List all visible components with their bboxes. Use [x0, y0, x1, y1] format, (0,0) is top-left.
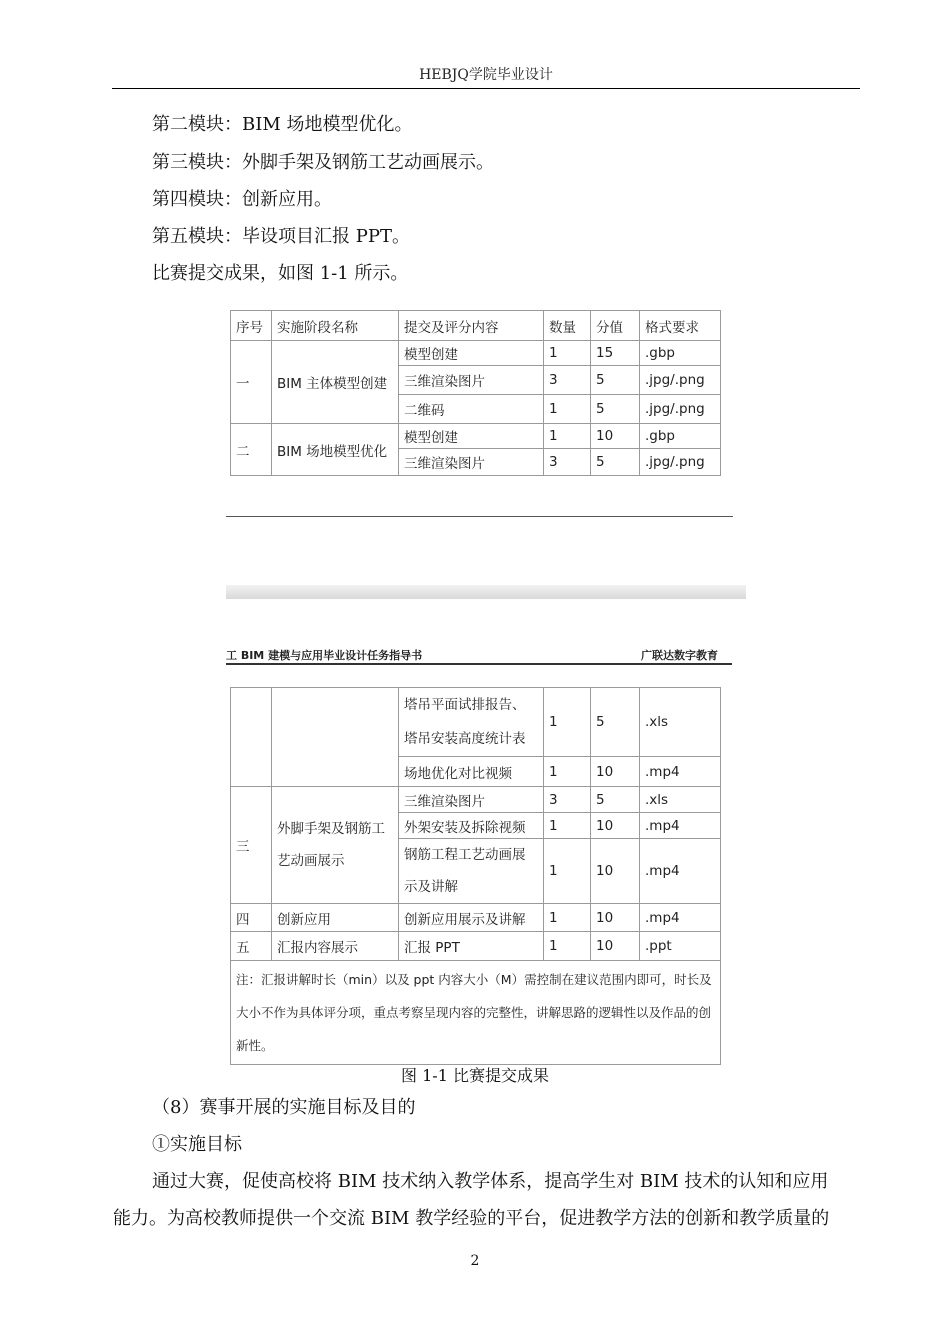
results-table-part1	[230, 310, 721, 476]
table-row	[231, 904, 721, 932]
table-header-row	[231, 311, 721, 341]
format-cell: .mp4	[640, 813, 721, 839]
format-cell: .mp4	[640, 904, 721, 932]
content-cell: 钢筋工程工艺动画展示及讲解	[399, 839, 544, 904]
format-cell: .gbp	[640, 424, 721, 449]
content-cell: 场地优化对比视频	[399, 757, 544, 787]
cropped-text-remnant	[226, 293, 426, 299]
document-running-header	[226, 645, 732, 665]
score-cell: 5	[591, 366, 640, 395]
content-cell: 汇报 PPT	[399, 932, 544, 961]
figure-caption: 图 1-1 比赛提交成果	[401, 1066, 549, 1085]
format-cell: .ppt	[640, 932, 721, 961]
qty-cell: 1	[544, 341, 591, 366]
header-cell: 格式要求	[640, 311, 721, 341]
paragraph-results-intro: 比赛提交成果，如图 1-1 所示。	[152, 263, 409, 284]
paragraph-module-3: 第三模块：外脚手架及钢筋工艺动画展示。	[152, 152, 494, 173]
score-cell: 5	[591, 688, 640, 757]
section-heading-8: （8）赛事开展的实施目标及目的	[152, 1097, 416, 1118]
paragraph-module-2: 第二模块：BIM 场地模型优化。	[152, 114, 413, 135]
format-cell: .jpg/.png	[640, 366, 721, 395]
content-cell: 二维码	[399, 395, 544, 424]
paragraph-module-4: 第四模块：创新应用。	[152, 189, 332, 210]
header-cell: 提交及评分内容	[399, 311, 544, 341]
stage-name: 外脚手架及钢筋工艺动画展示	[272, 787, 399, 904]
stage-name: BIM 场地模型优化	[272, 424, 399, 476]
row-number: 二	[231, 424, 272, 476]
header-cell: 分值	[591, 311, 640, 341]
format-cell: .xls	[640, 688, 721, 757]
score-cell: 5	[591, 787, 640, 813]
qty-cell: 1	[544, 688, 591, 757]
score-cell: 10	[591, 904, 640, 932]
content-cell: 外架安装及拆除视频	[399, 813, 544, 839]
content-cell: 创新应用展示及讲解	[399, 904, 544, 932]
row-number: 一	[231, 341, 272, 424]
format-cell: .xls	[640, 787, 721, 813]
qty-cell: 1	[544, 904, 591, 932]
stage-name: 汇报内容展示	[272, 932, 399, 961]
table-note: 注：汇报讲解时长（min）以及 ppt 内容大小（M）需控制在建议范围内即可，时长及大小不作为具体评分项，重点考察呈现内容的完整性，讲解思路的逻辑性以及作品的创新性。	[231, 961, 721, 1065]
stage-name: BIM 主体模型创建	[272, 341, 399, 424]
qty-cell: 1	[544, 839, 591, 904]
table-row	[231, 787, 721, 813]
header-cell: 实施阶段名称	[272, 311, 399, 341]
page-number: 2	[470, 1253, 480, 1269]
format-cell: .jpg/.png	[640, 449, 721, 476]
row-number	[231, 688, 272, 787]
stage-name	[272, 688, 399, 787]
format-cell: .gbp	[640, 341, 721, 366]
score-cell: 10	[591, 839, 640, 904]
format-cell: .mp4	[640, 839, 721, 904]
table-row	[231, 341, 721, 366]
row-number: 三	[231, 787, 272, 904]
header-divider	[112, 88, 860, 89]
page-header: HEBJQ学院毕业设计	[419, 67, 553, 83]
subheading-goal: ①实施目标	[152, 1134, 242, 1155]
qty-cell: 3	[544, 787, 591, 813]
format-cell: .mp4	[640, 757, 721, 787]
content-cell: 三维渲染图片	[399, 787, 544, 813]
score-cell: 10	[591, 424, 640, 449]
qty-cell: 3	[544, 366, 591, 395]
page-break-line	[226, 516, 733, 517]
qty-cell: 1	[544, 757, 591, 787]
paragraph-goal-line1: 通过大赛，促使高校将 BIM 技术纳入教学体系，提高学生对 BIM 技术的认知和应用	[152, 1171, 829, 1192]
figure-table-1	[226, 310, 746, 476]
qty-cell: 3	[544, 449, 591, 476]
header-cell: 序号	[231, 311, 272, 341]
qty-cell: 1	[544, 395, 591, 424]
table-row	[231, 932, 721, 961]
score-cell: 15	[591, 341, 640, 366]
format-cell: .jpg/.png	[640, 395, 721, 424]
score-cell: 10	[591, 932, 640, 961]
content-cell: 三维渲染图片	[399, 449, 544, 476]
paragraph-module-5: 第五模块：毕设项目汇报 PPT。	[152, 226, 410, 247]
figure-table-2	[226, 687, 746, 1065]
content-cell: 模型创建	[399, 341, 544, 366]
row-number: 四	[231, 904, 272, 932]
content-cell: 模型创建	[399, 424, 544, 449]
table-note-row	[231, 961, 721, 1065]
score-cell: 5	[591, 449, 640, 476]
stage-name: 创新应用	[272, 904, 399, 932]
header-cell: 数量	[544, 311, 591, 341]
score-cell: 10	[591, 757, 640, 787]
running-header-title: 工 BIM 建模与应用毕业设计任务指导书	[226, 649, 423, 662]
qty-cell: 1	[544, 813, 591, 839]
content-cell: 三维渲染图片	[399, 366, 544, 395]
table-row	[231, 424, 721, 449]
content-cell: 塔吊平面试排报告、塔吊安装高度统计表	[399, 688, 544, 757]
results-table-part2	[230, 687, 721, 1065]
qty-cell: 1	[544, 932, 591, 961]
qty-cell: 1	[544, 424, 591, 449]
running-header-publisher: 广联达数字教育	[641, 649, 718, 662]
page-gap-bar	[226, 585, 746, 599]
score-cell: 10	[591, 813, 640, 839]
paragraph-goal-line2: 能力。为高校教师提供一个交流 BIM 教学经验的平台，促进教学方法的创新和教学质量的	[113, 1208, 830, 1229]
score-cell: 5	[591, 395, 640, 424]
table-row	[231, 688, 721, 757]
row-number: 五	[231, 932, 272, 961]
